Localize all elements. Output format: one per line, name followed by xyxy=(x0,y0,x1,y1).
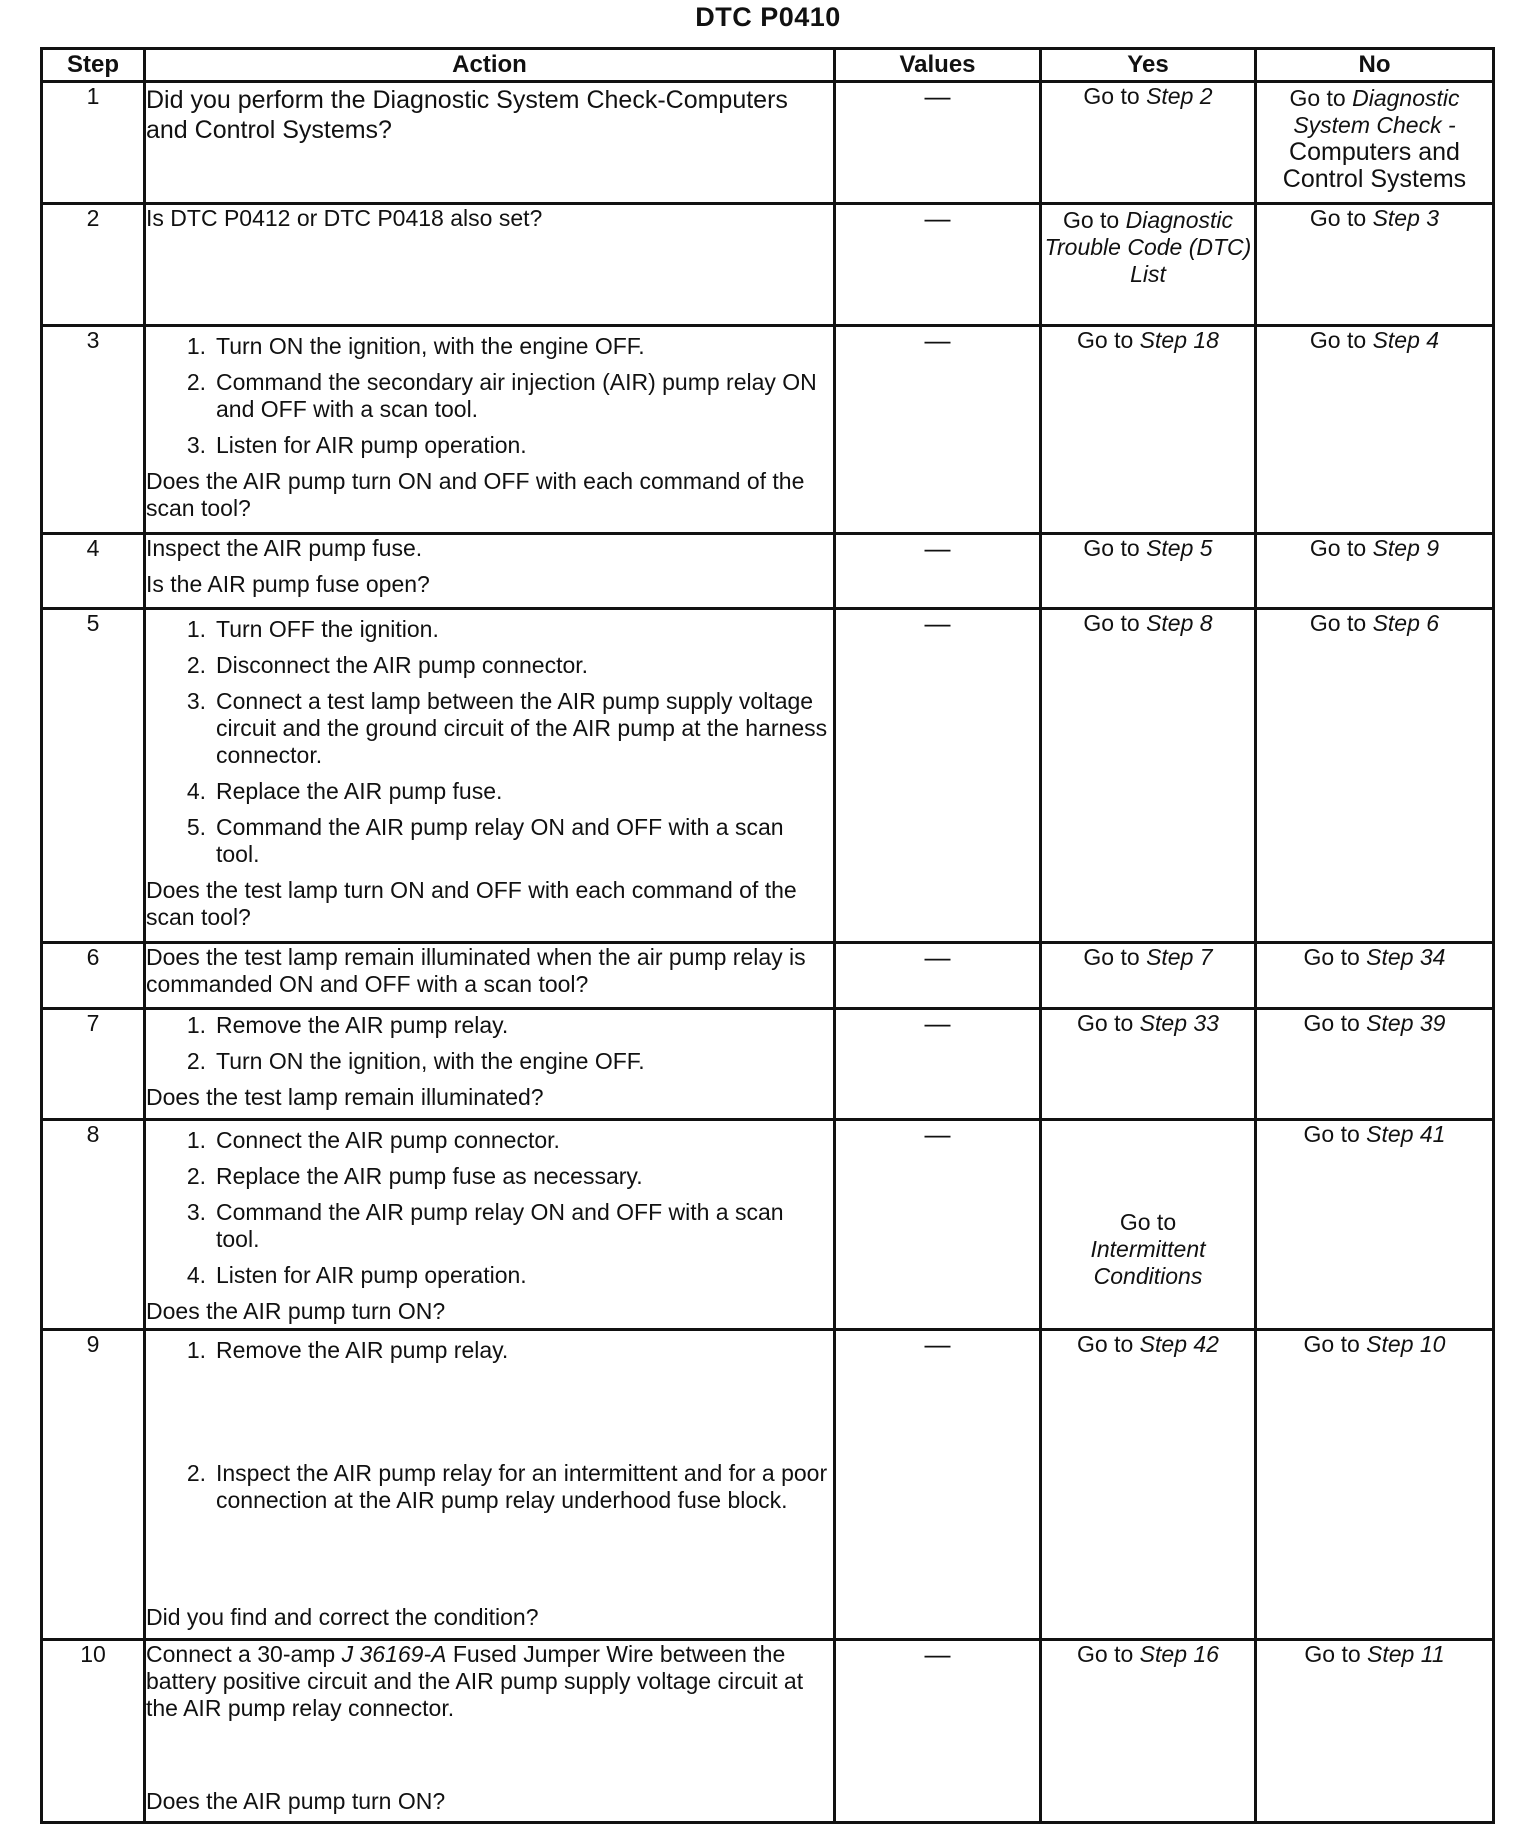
step-number: 5 xyxy=(42,609,145,943)
no-link[interactable]: Step 34 xyxy=(1366,944,1446,970)
step-number: 4 xyxy=(42,534,145,609)
no-cell xyxy=(1256,1120,1494,1330)
no-link[interactable]: Step 4 xyxy=(1372,327,1440,353)
diagnostic-table xyxy=(40,47,1495,1824)
no-prefix: Go to xyxy=(1309,610,1367,636)
action-text xyxy=(146,1641,833,1722)
action-question: Does the AIR pump turn ON? xyxy=(146,1298,446,1324)
no-cell xyxy=(1256,534,1494,609)
action-cell xyxy=(145,82,835,204)
list-item: 2. Replace the AIR pump fuse as necessary. xyxy=(186,1163,643,1189)
values-cell: — xyxy=(835,204,1041,326)
step-number: 7 xyxy=(42,1009,145,1120)
action-text: Is DTC P0412 or DTC P0418 also set? xyxy=(146,205,543,231)
no-prefix: Go to xyxy=(1309,205,1367,231)
no-link[interactable]: Diagnostic System Check - xyxy=(1293,85,1460,138)
values-cell: — xyxy=(835,943,1041,1009)
table-row xyxy=(42,1120,1494,1330)
header-row xyxy=(42,49,1494,82)
list-item: 1. Remove the AIR pump relay. xyxy=(186,1337,509,1363)
tool-reference: J 36169-A xyxy=(341,1641,447,1667)
yes-prefix: Go to xyxy=(1083,610,1140,636)
header-step: Step xyxy=(42,49,145,82)
no-link[interactable]: Step 39 xyxy=(1366,1010,1446,1036)
list-item: 2. Inspect the AIR pump relay for an intermittent and for a poor connection at the AIR pump relay underhood fuse block. xyxy=(186,1460,828,1513)
table-row xyxy=(42,1330,1494,1640)
action-question: Does the AIR pump turn ON and OFF with each command of the scan tool? xyxy=(146,468,805,521)
action-steps xyxy=(146,1012,833,1075)
action-cell xyxy=(145,609,835,943)
table-row xyxy=(42,943,1494,1009)
no-prefix: Go to xyxy=(1303,944,1360,970)
no-prefix: Go to xyxy=(1303,1010,1360,1036)
yes-prefix: Go to xyxy=(1077,327,1134,353)
action-cell xyxy=(145,1330,835,1640)
action-text-part: Connect a 30-amp xyxy=(146,1641,336,1667)
yes-cell xyxy=(1041,1330,1256,1640)
action-cell xyxy=(145,204,835,326)
yes-link[interactable]: Step 2 xyxy=(1146,83,1213,109)
yes-cell xyxy=(1041,326,1256,534)
yes-link[interactable]: Step 18 xyxy=(1139,327,1219,353)
action-steps xyxy=(146,616,833,868)
action-question: Did you find and correct the condition? xyxy=(146,1604,539,1630)
yes-link[interactable]: Step 7 xyxy=(1146,944,1213,970)
header-action: Action xyxy=(145,49,835,82)
no-link-continued[interactable]: Computers and Control Systems xyxy=(1282,138,1467,193)
values-cell: — xyxy=(835,609,1041,943)
yes-link[interactable]: Step 33 xyxy=(1139,1010,1219,1036)
header-yes: Yes xyxy=(1041,49,1256,82)
yes-link[interactable]: Step 5 xyxy=(1146,535,1213,561)
values-cell: — xyxy=(835,1330,1041,1640)
table-row xyxy=(42,82,1494,204)
action-text: Inspect the AIR pump fuse. xyxy=(146,535,423,561)
header-no: No xyxy=(1256,49,1494,82)
list-item: 4. Listen for AIR pump operation. xyxy=(186,1262,527,1288)
action-steps xyxy=(146,1331,833,1523)
no-link[interactable]: Step 10 xyxy=(1366,1331,1446,1357)
table-row xyxy=(42,534,1494,609)
action-question: Is the AIR pump fuse open? xyxy=(146,571,430,597)
no-prefix: Go to xyxy=(1309,327,1367,353)
no-cell xyxy=(1256,609,1494,943)
action-cell xyxy=(145,326,835,534)
list-item: 3. Command the AIR pump relay ON and OFF with a scan tool. xyxy=(186,1199,784,1252)
list-item: 2. Turn ON the ignition, with the engine OFF. xyxy=(186,1048,645,1074)
no-link[interactable]: Step 6 xyxy=(1372,610,1440,636)
table-row xyxy=(42,1640,1494,1823)
no-prefix: Go to xyxy=(1289,85,1346,111)
no-cell xyxy=(1256,82,1494,204)
page-title: DTC P0410 xyxy=(695,2,841,32)
yes-cell xyxy=(1041,1640,1256,1823)
step-number: 8 xyxy=(42,1120,145,1330)
no-link[interactable]: Step 11 xyxy=(1367,1641,1445,1667)
action-question: Does the AIR pump turn ON? xyxy=(146,1788,446,1814)
no-cell xyxy=(1256,1330,1494,1640)
values-cell: — xyxy=(835,1009,1041,1120)
list-item: 1. Connect the AIR pump connector. xyxy=(186,1127,560,1153)
yes-cell xyxy=(1041,1009,1256,1120)
list-item: 1. Turn OFF the ignition. xyxy=(186,616,439,642)
values-cell: — xyxy=(835,1120,1041,1330)
list-item: 5. Command the AIR pump relay ON and OFF with a scan tool. xyxy=(186,814,784,867)
yes-link[interactable]: Intermittent Conditions xyxy=(1090,1236,1206,1289)
list-item: 3. Listen for AIR pump operation. xyxy=(186,432,527,458)
no-prefix: Go to xyxy=(1309,535,1367,561)
header-values: Values xyxy=(835,49,1041,82)
no-cell xyxy=(1256,943,1494,1009)
yes-link[interactable]: Step 16 xyxy=(1139,1641,1219,1667)
yes-cell xyxy=(1041,609,1256,943)
action-steps xyxy=(146,333,833,459)
no-link[interactable]: Step 41 xyxy=(1366,1121,1446,1147)
table-row xyxy=(42,204,1494,326)
table-row xyxy=(42,326,1494,534)
action-cell xyxy=(145,1009,835,1120)
no-cell xyxy=(1256,1640,1494,1823)
yes-prefix: Go to xyxy=(1077,1331,1134,1357)
action-cell xyxy=(145,534,835,609)
action-cell xyxy=(145,943,835,1009)
step-number: 6 xyxy=(42,943,145,1009)
action-question: Does the test lamp remain illuminated? xyxy=(146,1084,544,1110)
list-item: 4. Replace the AIR pump fuse. xyxy=(186,778,503,804)
list-item: 3. Connect a test lamp between the AIR pump supply voltage circuit and the ground circuit of the AIR pump at the harness connector. xyxy=(186,688,828,768)
yes-prefix: Go to xyxy=(1083,944,1140,970)
yes-prefix: Go to xyxy=(1083,83,1140,109)
no-prefix: Go to xyxy=(1303,1331,1360,1357)
yes-cell xyxy=(1041,204,1256,326)
list-item: 1. Remove the AIR pump relay. xyxy=(186,1012,509,1038)
yes-prefix: Go to xyxy=(1077,1010,1134,1036)
yes-link[interactable]: Diagnostic Trouble Code (DTC) List xyxy=(1044,207,1252,287)
values-cell: — xyxy=(835,534,1041,609)
values-cell: — xyxy=(835,1640,1041,1823)
no-prefix: Go to xyxy=(1303,1121,1360,1147)
no-cell xyxy=(1256,1009,1494,1120)
step-number: 3 xyxy=(42,326,145,534)
action-text: Did you perform the Diagnostic System Check-Computers and Control Systems? xyxy=(146,86,788,144)
yes-cell xyxy=(1041,943,1256,1009)
table-row xyxy=(42,609,1494,943)
action-question: Does the test lamp turn ON and OFF with each command of the scan tool? xyxy=(146,877,797,930)
yes-link[interactable]: Step 8 xyxy=(1146,610,1213,636)
no-cell xyxy=(1256,326,1494,534)
list-item: 1. Turn ON the ignition, with the engine OFF. xyxy=(186,333,645,359)
step-number: 9 xyxy=(42,1330,145,1640)
no-link[interactable]: Step 9 xyxy=(1372,535,1440,561)
list-item: 2. Command the secondary air injection (AIR) pump relay ON and OFF with a scan tool. xyxy=(186,369,817,422)
yes-link[interactable]: Step 42 xyxy=(1139,1331,1219,1357)
action-steps xyxy=(146,1127,833,1289)
yes-cell xyxy=(1041,534,1256,609)
values-cell: — xyxy=(835,82,1041,204)
action-text: Does the test lamp remain illuminated when the air pump relay is commanded ON and OFF with a scan tool? xyxy=(146,944,806,997)
no-prefix: Go to xyxy=(1304,1641,1361,1667)
action-text-part: Fused Jumper Wire between the battery positive circuit and the AIR pump supply voltage circuit at the AIR pump relay connector. xyxy=(146,1641,804,1721)
list-item: 2. Disconnect the AIR pump connector. xyxy=(186,652,589,678)
yes-cell xyxy=(1041,1120,1256,1330)
step-number: 10 xyxy=(42,1640,145,1823)
no-cell xyxy=(1256,204,1494,326)
no-link[interactable]: Step 3 xyxy=(1372,205,1440,231)
action-cell xyxy=(145,1640,835,1823)
yes-prefix: Go to xyxy=(1062,207,1120,233)
yes-cell xyxy=(1041,82,1256,204)
values-cell: — xyxy=(835,326,1041,534)
table-row xyxy=(42,1009,1494,1120)
action-cell xyxy=(145,1120,835,1330)
step-number: 2 xyxy=(42,204,145,326)
yes-prefix: Go to xyxy=(1077,1641,1134,1667)
yes-prefix: Go to xyxy=(1119,1209,1177,1235)
yes-prefix: Go to xyxy=(1083,535,1140,561)
step-number: 1 xyxy=(42,82,145,204)
